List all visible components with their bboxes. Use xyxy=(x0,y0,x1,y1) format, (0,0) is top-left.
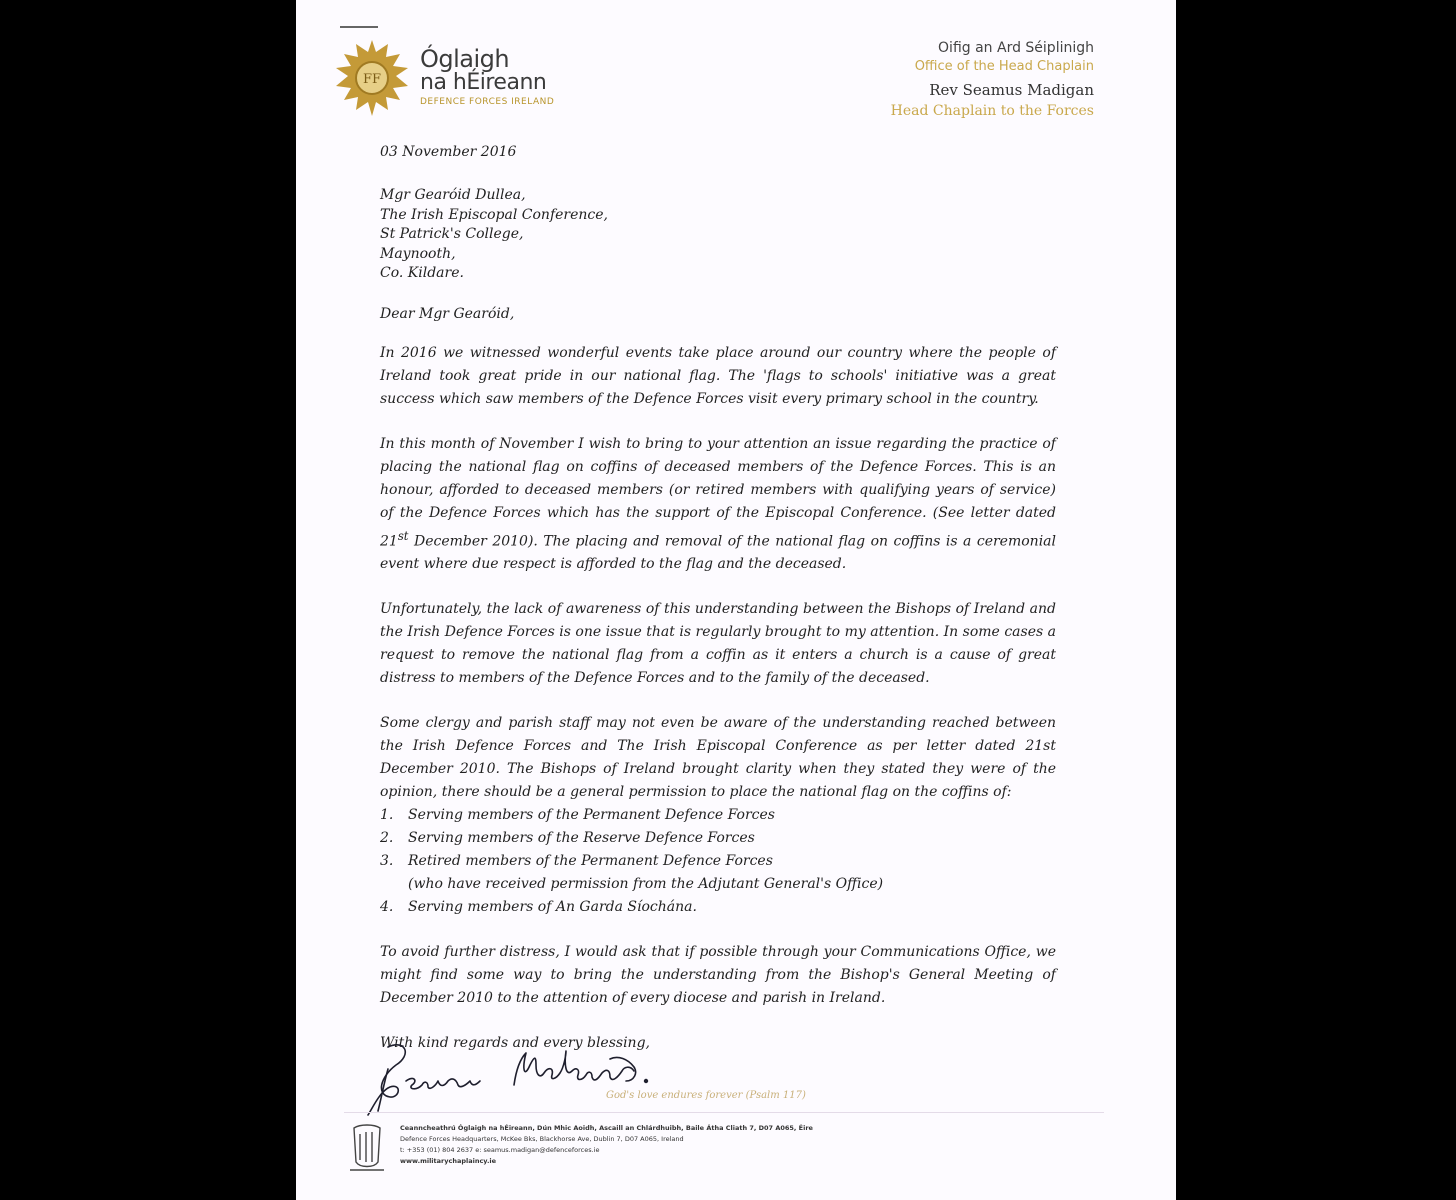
list-number: 4. xyxy=(380,899,394,916)
letter-date: 03 November 2016 xyxy=(380,144,517,160)
harp-crest-icon xyxy=(346,1122,388,1174)
closing: With kind regards and every blessing, xyxy=(380,1035,650,1052)
office-irish: Oifig an Ard Séiplinigh xyxy=(938,40,1094,56)
list-item xyxy=(380,896,1056,919)
address-line: Mgr Gearóid Dullea, xyxy=(380,187,526,203)
office-block xyxy=(891,38,1094,120)
paragraph-2 xyxy=(380,433,1056,577)
brand-line-3: DEFENCE FORCES IRELAND xyxy=(420,97,555,107)
address-line: Co. Kildare. xyxy=(380,265,464,281)
brand-name xyxy=(420,46,554,107)
letter-page xyxy=(296,0,1176,1200)
list-text: Retired members of the Permanent Defence Forces xyxy=(408,853,773,870)
footer-english-address: Defence Forces Headquarters, McKee Bks, Blackhorse Ave, Dublin 7, D07 A065, Ireland xyxy=(400,1135,684,1143)
letter-body xyxy=(380,142,1056,1054)
address-line: The Irish Episcopal Conference, xyxy=(380,206,608,223)
psalm-motto: God's love endures forever (Psalm 117) xyxy=(606,1090,806,1101)
paragraph-2-part-a: In this month of November I wish to bring to your attention an issue regarding the practice of placing the national flag on coffins of deceased members of the Defence Forces. This is an honour, afforded to deceased members (or retired members with qualifying years of service) of the Defence Forces which has the support of the Episcopal Conference. (See letter dated 21 xyxy=(380,435,1056,550)
list-number: 2. xyxy=(380,830,394,847)
salutation: Dear Mgr Gearóid, xyxy=(380,305,515,322)
address-line: St Patrick's College, xyxy=(380,226,524,242)
footer-contact: t: +353 (01) 804 2637 e: seamus.madigan@defenceforces.ie xyxy=(400,1146,600,1154)
handwritten-signature xyxy=(366,1035,706,1120)
list-text: Serving members of the Permanent Defence Forces xyxy=(408,807,775,824)
svg-text:FF: FF xyxy=(362,72,382,87)
top-rule xyxy=(340,26,378,28)
paragraph-2-part-b: December 2010). The placing and removal of the national flag on coffins is a ceremonial event where due respect is afforded to the flag and the deceased. xyxy=(380,533,1056,573)
address-line: Maynooth, xyxy=(380,245,456,262)
list-item xyxy=(380,804,1056,827)
footer-website: www.militarychaplaincy.ie xyxy=(400,1157,497,1165)
chaplain-name: Rev Seamus Madigan xyxy=(929,81,1094,99)
eligibility-list xyxy=(380,804,1056,919)
footer-address xyxy=(400,1123,813,1167)
list-subtext: (who have received permission from the Adjutant General's Office) xyxy=(408,876,884,893)
recipient-address xyxy=(380,186,1056,284)
brand-line-2: na hÉireann xyxy=(420,70,547,95)
defence-forces-crest-icon xyxy=(332,38,412,118)
paragraph-3: Unfortunately, the lack of awareness of this understanding between the Bishops of Ireland and the Irish Defence Forces is one issue that is regularly brought to my attention. In some cases a request to remove the national flag from a coffin as it enters a church is a cause of great distress to members of the Defence Forces and to the family of the deceased. xyxy=(380,601,1056,687)
list-number: 1. xyxy=(380,807,394,824)
paragraph-5: To avoid further distress, I would ask that if possible through your Communications Office, we might find some way to bring the understanding from the Bishop's General Meeting of December 2010 to the attention of every diocese and parish in Ireland. xyxy=(380,944,1056,1007)
list-number: 3. xyxy=(380,853,394,870)
list-item xyxy=(380,827,1056,850)
list-text: Serving members of the Reserve Defence Forces xyxy=(408,830,755,847)
footer-irish-address: Ceanncheathrú Óglaigh na hÉireann, Dún Mhic Aoidh, Ascaill an Chlárdhuibh, Baile Átha Cliath 7, D07 A065, Éire xyxy=(400,1124,813,1132)
chaplain-title: Head Chaplain to the Forces xyxy=(890,103,1094,119)
paragraph-1: In 2016 we witnessed wonderful events take place around our country where the people of Ireland took great pride in our national flag. The 'flags to schools' initiative was a great success which saw members of the Defence Forces visit every primary school in the country. xyxy=(380,344,1056,407)
paragraph-4: Some clergy and parish staff may not even be aware of the understanding reached between the Irish Defence Forces and The Irish Episcopal Conference as per letter dated 21st December 2010. The Bishops of Ireland brought clarity when they stated they were of the opinion, there should be a general permission to place the national flag on the coffins of: xyxy=(380,715,1056,801)
office-english: Office of the Head Chaplain xyxy=(914,59,1094,74)
footer-rule xyxy=(344,1112,1104,1113)
ordinal-suffix: st xyxy=(397,528,409,543)
list-item xyxy=(380,850,1056,873)
brand-line-1: Óglaigh xyxy=(420,45,510,73)
list-item-sub xyxy=(380,873,1056,896)
list-text: Serving members of An Garda Síochána. xyxy=(408,899,697,916)
